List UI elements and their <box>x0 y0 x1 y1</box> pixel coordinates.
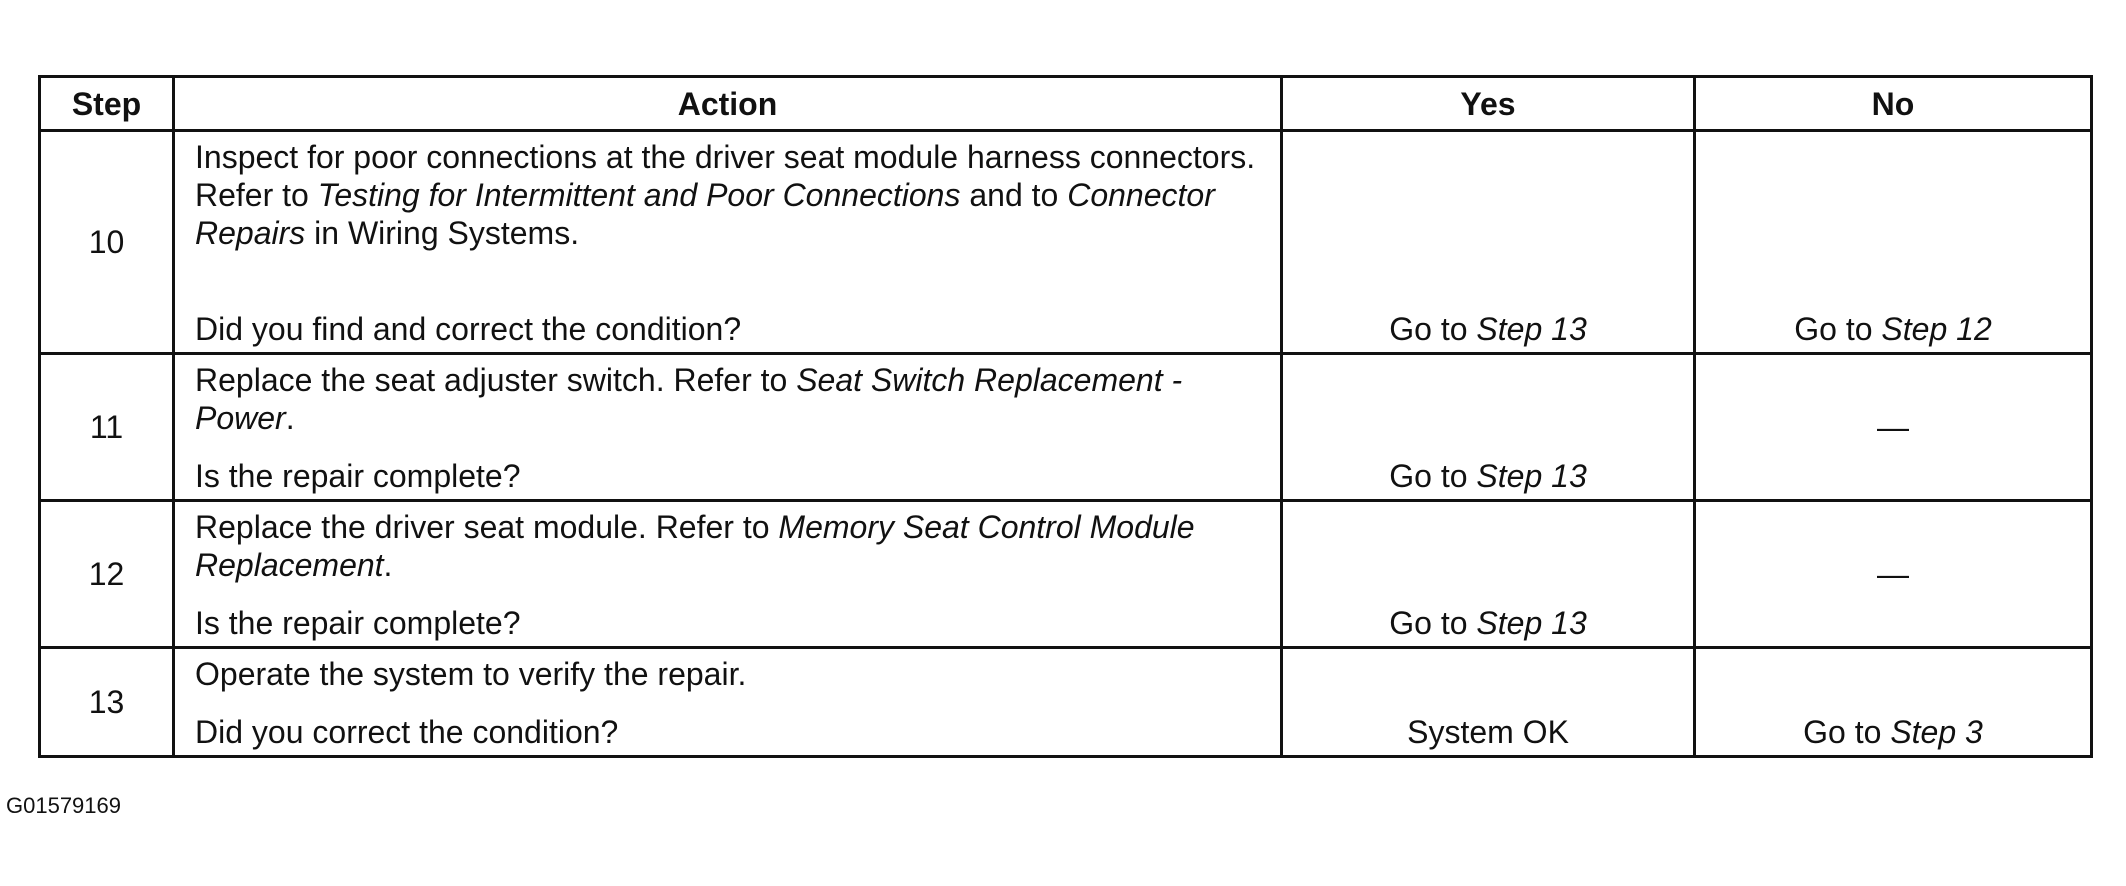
figure-id-caption: G01579169 <box>6 793 121 818</box>
yes-step-ref: Step 13 <box>1476 458 1587 494</box>
no-cell: — <box>1695 354 2092 501</box>
table-row <box>40 648 2092 757</box>
action-text <box>195 655 1260 693</box>
no-cell <box>1695 648 2092 757</box>
reference-link: Seat Switch Replacement - Power <box>195 362 1183 436</box>
reference-link: Connector Repairs <box>195 177 1215 251</box>
no-prefix: Go to <box>1794 311 1882 347</box>
action-text-part: Operate the system to verify the repair. <box>195 656 747 692</box>
action-text-part: . <box>285 400 295 436</box>
no-step-ref: Step 12 <box>1881 311 1992 347</box>
no-prefix: Go to <box>1803 714 1891 750</box>
action-text-part: in Wiring Systems. <box>305 215 580 251</box>
action-question: Is the repair complete? <box>195 458 521 494</box>
step-number: 12 <box>40 501 174 648</box>
table-row <box>40 131 2092 354</box>
header-no: No <box>1695 77 2092 131</box>
diagnostic-table <box>38 75 2093 758</box>
step-number: 10 <box>40 131 174 354</box>
action-text <box>195 508 1260 584</box>
yes-prefix: Go to <box>1389 605 1477 641</box>
action-text <box>195 138 1260 252</box>
step-number: 13 <box>40 648 174 757</box>
action-text-part: Replace the seat adjuster switch. Refer to <box>195 362 797 398</box>
action-question: Did you find and correct the condition? <box>195 311 742 347</box>
action-text-part: Inspect for poor connections at the driver seat module harness connectors. Refer to <box>195 139 1256 213</box>
table-row <box>40 501 2092 648</box>
header-step: Step <box>40 77 174 131</box>
action-text <box>195 361 1260 437</box>
action-text-part: and to <box>960 177 1068 213</box>
action-cell <box>174 501 1282 648</box>
action-cell <box>174 354 1282 501</box>
header-action: Action <box>174 77 1282 131</box>
no-cell: — <box>1695 501 2092 648</box>
table-row <box>40 354 2092 501</box>
yes-cell <box>1282 354 1695 501</box>
action-cell <box>174 131 1282 354</box>
yes-cell: System OK <box>1282 648 1695 757</box>
no-step-ref: Step 3 <box>1890 714 1983 750</box>
reference-link: Testing for Intermittent and Poor Connections <box>317 177 961 213</box>
header-yes: Yes <box>1282 77 1695 131</box>
action-question: Is the repair complete? <box>195 605 521 641</box>
yes-step-ref: Step 13 <box>1476 605 1587 641</box>
action-text-part: Replace the driver seat module. Refer to <box>195 509 779 545</box>
action-question: Did you correct the condition? <box>195 714 619 750</box>
no-cell <box>1695 131 2092 354</box>
action-text-part: . <box>383 547 393 583</box>
yes-cell <box>1282 501 1695 648</box>
header-row <box>40 77 2092 131</box>
yes-step-ref: Step 13 <box>1476 311 1587 347</box>
reference-link: Memory Seat Control Module Replacement <box>195 509 1195 583</box>
step-number: 11 <box>40 354 174 501</box>
yes-cell <box>1282 131 1695 354</box>
yes-prefix: Go to <box>1389 311 1477 347</box>
yes-prefix: Go to <box>1389 458 1477 494</box>
action-cell <box>174 648 1282 757</box>
